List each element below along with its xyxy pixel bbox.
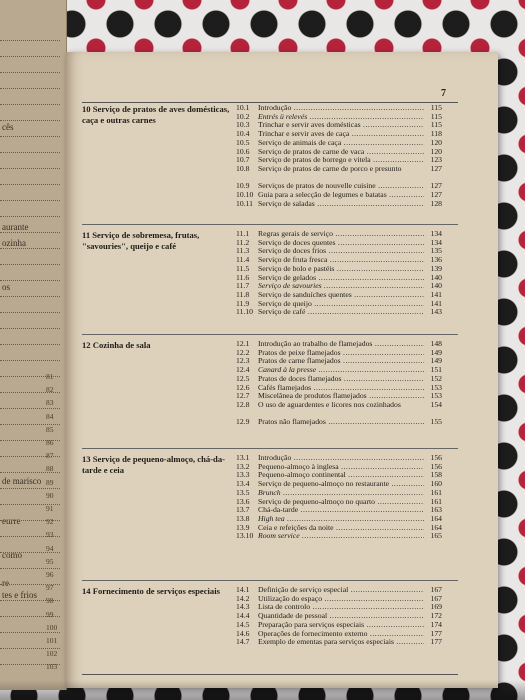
toc-entry <box>236 612 442 621</box>
toc-entry-title: Serviço de gelados ..... <box>258 274 424 282</box>
left-page-number: 86 <box>46 438 54 447</box>
toc-entry-title: High tea ..... <box>258 515 424 523</box>
toc-entry-page: 177 <box>430 628 442 638</box>
left-page-leader-dots <box>0 88 60 89</box>
left-page-leader-dots <box>0 248 60 249</box>
left-page-leader-dots <box>0 344 60 345</box>
toc-entry-number: 10.11 <box>236 198 254 208</box>
toc-entry <box>236 282 442 291</box>
toc-entry <box>236 366 442 375</box>
left-page-leader-dots <box>0 408 60 409</box>
left-page-number: 100 <box>46 622 58 632</box>
left-page-text-fragment: aurante <box>2 222 29 232</box>
left-page-number: 84 <box>46 411 54 421</box>
toc-entry-number: 12.5 <box>236 373 250 383</box>
toc-entry-title: Pratos de carne flamejados ..... <box>258 357 424 365</box>
toc-entry <box>236 489 442 498</box>
left-page-leader-dots <box>0 296 60 297</box>
left-page-text-fragment: os <box>2 282 11 292</box>
toc-entry-number: 14.2 <box>236 593 250 603</box>
toc-entry <box>236 603 442 612</box>
toc-entry-title: Canard à la presse ..... <box>258 366 424 374</box>
toc-entry <box>236 392 442 401</box>
toc-entry-page: 141 <box>430 289 442 299</box>
toc-entry <box>236 130 442 139</box>
toc-entry-number: 12.1 <box>236 339 250 348</box>
bottom-rule <box>82 674 458 675</box>
toc-entry <box>236 515 442 524</box>
toc-entry-number: 13.3 <box>236 470 250 480</box>
toc-entry-title: Pratos de doces flamejados ..... <box>258 375 424 383</box>
toc-entry-title: Pratos não flamejados ..... <box>258 418 424 426</box>
left-page-number: 96 <box>46 570 54 579</box>
toc-entry-number: 11.3 <box>236 246 250 256</box>
left-page-number: 90 <box>46 490 54 500</box>
toc-entry-number: 12.3 <box>236 356 250 366</box>
toc-entry-number: 12.7 <box>236 391 250 401</box>
toc-entry <box>236 148 442 157</box>
toc-entry-number: 11.6 <box>236 272 250 282</box>
toc-entry <box>236 621 442 630</box>
left-page-leader-dots <box>0 136 60 137</box>
toc-entry-page: 153 <box>430 382 442 392</box>
toc-entry-page: 127 <box>430 190 442 199</box>
toc-entry-title: Serviço de fruta fresca ..... <box>258 256 424 264</box>
toc-entry-title: Serviço de pratos de carne de porco e presunto <box>258 164 402 173</box>
contents-page <box>66 52 498 688</box>
toc-entry-title: Cafés flamejados ..... <box>258 384 424 392</box>
left-page-number: 97 <box>46 583 54 593</box>
left-page-leader-dots <box>0 168 60 169</box>
toc-entry-number: 12.4 <box>236 365 250 375</box>
toc-entry-page: 167 <box>430 585 442 594</box>
toc-entry-title: Introdução ao trabalho de flamejados ..... <box>258 340 424 348</box>
left-page-leader-dots <box>0 152 60 153</box>
chapter-divider <box>82 334 458 335</box>
toc-entry <box>236 384 442 393</box>
toc-entry-number: 14.6 <box>236 628 250 638</box>
toc-entry-page: 174 <box>430 619 442 629</box>
toc-entry-title: Chá-da-tarde ..... <box>258 506 424 514</box>
left-page-leader-dots <box>0 40 60 41</box>
chapter-title: 10 Serviço de pratos de aves domésticas, caça e outras carnes <box>82 104 230 125</box>
toc-entry-page: 151 <box>430 365 442 375</box>
left-page-leader-dots <box>0 264 60 265</box>
toc-entry-title: Guia para a selecção de legumes e batatas ..... <box>258 191 424 199</box>
toc-entry <box>236 200 442 209</box>
toc-entry-title: Introdução ..... <box>258 454 424 462</box>
left-page-leader-dots <box>0 200 60 201</box>
left-page-leader-dots <box>0 568 60 569</box>
toc-entry <box>236 357 442 366</box>
toc-entry-title: Serviço de pratos de carne de vaca ..... <box>258 148 424 156</box>
toc-entry <box>236 638 442 647</box>
toc-entry-number: 11.10 <box>236 307 254 317</box>
chapter-divider <box>82 224 458 225</box>
toc-entry-number: 14.4 <box>236 611 250 621</box>
toc-entry-number: 12.8 <box>236 399 250 409</box>
toc-entry-page: 115 <box>430 103 442 112</box>
toc-entry-title: Serviço de queijo ..... <box>258 300 424 308</box>
toc-entry-title: Pequeno-almoço continental ..... <box>258 471 424 479</box>
left-page-number: 82 <box>46 385 54 395</box>
toc-entry-title: Preparação para serviços especiais ..... <box>258 621 424 629</box>
toc-entry-number: 13.1 <box>236 453 250 462</box>
toc-entry-page: 161 <box>430 487 442 497</box>
toc-entry <box>236 300 442 309</box>
toc-entry-number: 10.7 <box>236 155 250 165</box>
toc-entry <box>236 113 442 122</box>
toc-entry-page: 128 <box>430 198 442 208</box>
toc-entry-page: 164 <box>430 522 442 532</box>
left-page-number: 83 <box>46 398 54 408</box>
toc-entry-number: 10.2 <box>236 111 250 121</box>
left-page-number: 92 <box>46 517 54 527</box>
toc-entry-number: 10.5 <box>236 137 250 147</box>
toc-entry-number: 13.9 <box>236 522 250 532</box>
toc-entry <box>236 630 442 639</box>
toc-entry <box>236 340 442 349</box>
toc-entry-page: 158 <box>430 470 442 480</box>
toc-entry-number: 14.1 <box>236 585 250 594</box>
left-page-number: 94 <box>46 543 54 553</box>
toc-entry-page: 160 <box>430 479 442 489</box>
toc-entry-number: 11.9 <box>236 298 250 308</box>
left-page-leader-dots <box>0 328 60 329</box>
toc-entry-page: 115 <box>430 120 442 130</box>
toc-entry <box>236 349 442 358</box>
toc-entry-title: O uso de aguardentes e licores nos cozinhados <box>258 400 401 409</box>
chapter-title: 13 Serviço de pequeno-almoço, chá-da-tarde e ceia <box>82 454 225 475</box>
toc-entry-title: Serviço de doces quentes ..... <box>258 239 424 247</box>
toc-entry-title: Definição de serviço especial ..... <box>258 586 424 594</box>
toc-entry <box>236 265 442 274</box>
toc-entry-page: 154 <box>430 399 442 409</box>
toc-entry-page: 164 <box>430 513 442 523</box>
left-page-text-fragment: cês <box>2 122 14 132</box>
toc-entry-title: Serviço de saladas ..... <box>258 200 424 208</box>
left-page-leader-dots <box>0 232 60 233</box>
toc-entry-page: 161 <box>430 496 442 506</box>
toc-entry-title: Serviço de animais de caça ..... <box>258 139 424 147</box>
chapter-title: 14 Fornecimento de serviços especiais <box>82 586 220 596</box>
left-page-leader-dots <box>0 360 60 361</box>
toc-entry-page: 156 <box>430 453 442 462</box>
toc-entry-page: 127 <box>430 181 442 191</box>
toc-entry-number: 11.7 <box>236 281 250 291</box>
left-page-text-fragment: eurre <box>2 516 21 526</box>
toc-entry-number: 10.3 <box>236 120 250 130</box>
toc-entry <box>236 139 442 148</box>
toc-entry-page: 115 <box>430 111 442 121</box>
toc-entry-title: Serviço de café ..... <box>258 308 424 316</box>
left-page-text-fragment: de marisco <box>2 476 42 486</box>
toc-entry-number: 14.7 <box>236 637 250 647</box>
toc-entry-number: 10.8 <box>236 163 250 173</box>
toc-entry-number: 13.10 <box>236 531 254 541</box>
toc-entry-page: 149 <box>430 347 442 357</box>
toc-entry-page: 127 <box>430 163 442 173</box>
toc-entry-title: Entrés ü relevés ..... <box>258 113 424 121</box>
toc-entry-page: 143 <box>430 307 442 317</box>
toc-entry-title: Utilização do espaço ..... <box>258 595 424 603</box>
toc-entry <box>236 247 442 256</box>
left-page-number: 103 <box>46 662 58 672</box>
toc-entry <box>236 182 442 191</box>
toc-entry-page: 141 <box>430 298 442 308</box>
toc-entry <box>236 274 442 283</box>
toc-entry-title: Serviço de pequeno-almoço no restaurante ..... <box>258 480 424 488</box>
toc-entry-page: 140 <box>430 281 442 291</box>
toc-entry-title: Pequeno-almoço à inglesa ..... <box>258 463 424 471</box>
toc-entry-page: 153 <box>430 391 442 401</box>
toc-entry-page: 134 <box>430 229 442 238</box>
toc-entry-number: 13.5 <box>236 487 250 497</box>
toc-entry-title: Brunch ..... <box>258 489 424 497</box>
toc-entry <box>236 308 442 317</box>
toc-entry <box>236 498 442 507</box>
toc-entry-title: Serviço de bolo e pastéis ..... <box>258 265 424 273</box>
left-page-leader-dots <box>0 120 60 121</box>
chapter-title: 11 Serviço de sobremesa, frutas, "savouries", queijo e café <box>82 230 200 251</box>
toc-entry-title: Serviço de savouries ..... <box>258 282 424 290</box>
left-facing-page <box>0 0 67 690</box>
toc-entry-page: 169 <box>430 602 442 612</box>
toc-entry-page: 140 <box>430 272 442 282</box>
toc-entry-number: 13.7 <box>236 505 250 515</box>
toc-entry-number: 10.6 <box>236 146 250 156</box>
left-page-text-fragment: ozinha <box>2 238 26 248</box>
left-page-leader-dots <box>0 632 60 633</box>
left-page-leader-dots <box>0 216 60 217</box>
toc-entry <box>236 375 442 384</box>
toc-entry-number: 11.2 <box>236 237 250 247</box>
toc-entry-title: Lista de controlo ..... <box>258 603 424 611</box>
toc-entry-number: 14.5 <box>236 619 250 629</box>
toc-entry-page: 172 <box>430 611 442 621</box>
toc-entry-number: 10.4 <box>236 129 250 139</box>
toc-entry-number: 14.3 <box>236 602 250 612</box>
toc-entry-page: 136 <box>430 255 442 265</box>
toc-entry-page: 152 <box>430 373 442 383</box>
left-page-leader-dots <box>0 184 60 185</box>
toc-entry-title: Exemplo de ementas para serviços especiais ..... <box>258 638 424 646</box>
toc-entry <box>236 454 442 463</box>
chapter-title: 12 Cozinha de sala <box>82 340 151 350</box>
left-page-leader-dots <box>0 312 60 313</box>
bottom-shadow <box>0 680 525 700</box>
left-page-number: 91 <box>46 504 54 513</box>
toc-entry-page: 118 <box>430 129 442 139</box>
toc-entry <box>236 291 442 300</box>
toc-entry <box>236 418 442 427</box>
left-page-number: 81 <box>46 372 54 381</box>
left-page-leader-dots <box>0 280 60 281</box>
toc-entry <box>236 506 442 515</box>
toc-entry-page: 167 <box>430 593 442 603</box>
toc-entry-title: Room service ..... <box>258 532 424 540</box>
toc-entry-number: 11.4 <box>236 255 250 265</box>
left-page-leader-dots <box>0 72 60 73</box>
toc-entry-title: Serviço de pequeno-almoço no quarto ..... <box>258 498 424 506</box>
toc-entry <box>236 191 442 200</box>
toc-entry-page: 134 <box>430 237 442 247</box>
toc-entry-title: Serviço de doces frios ..... <box>258 247 424 255</box>
toc-entry-number: 11.8 <box>236 289 250 299</box>
page-number: 7 <box>441 88 446 99</box>
toc-entry-title: Introdução ..... <box>258 104 424 112</box>
left-page-text-fragment: re <box>2 578 9 588</box>
toc-entry <box>236 239 442 248</box>
toc-entry-page: 177 <box>430 637 442 647</box>
toc-entry-number: 13.4 <box>236 479 250 489</box>
toc-entry <box>236 230 442 239</box>
toc-entry <box>236 524 442 533</box>
toc-entry-number: 10.9 <box>236 181 250 191</box>
toc-entry-title: Quantidade de pessoal ..... <box>258 612 424 620</box>
left-page-text-fragment: tes e frios <box>2 590 37 600</box>
toc-entry-title: Miscelânea de produtos flamejados ..... <box>258 392 424 400</box>
left-page-text-fragment: como <box>2 550 22 560</box>
toc-entry-page: 149 <box>430 356 442 366</box>
toc-entry-title: Regras gerais de serviço ..... <box>258 230 424 238</box>
chapter-divider <box>82 448 458 449</box>
toc-entry-title: Serviços de pratos de nouvelle cuisine ..... <box>258 182 424 190</box>
toc-entry-number: 12.6 <box>236 382 250 392</box>
left-page-number: 88 <box>46 464 54 474</box>
left-page-number: 95 <box>46 556 54 566</box>
toc-entry-title: Trinchar e servir aves de caça ..... <box>258 130 424 138</box>
left-page-number: 98 <box>46 596 54 606</box>
chapter-divider <box>82 580 458 581</box>
toc-entry <box>236 595 442 604</box>
toc-entry-title: Trinchar e servir aves domésticas ..... <box>258 121 424 129</box>
toc-entry <box>236 156 442 165</box>
toc-entry-number: 13.6 <box>236 496 250 506</box>
toc-entry-page: 155 <box>430 417 442 427</box>
left-page-leader-dots <box>0 104 60 105</box>
toc-entry-page: 120 <box>430 137 442 147</box>
toc-entry <box>236 121 442 130</box>
toc-entry-title: Ceia e refeições da noite ..... <box>258 524 424 532</box>
toc-entry <box>236 165 442 174</box>
toc-entry-page: 148 <box>430 339 442 348</box>
toc-entry-page: 135 <box>430 246 442 256</box>
toc-entry-page: 163 <box>430 505 442 515</box>
toc-entry-page: 156 <box>430 461 442 471</box>
toc-entry <box>236 256 442 265</box>
toc-entry-title: Serviço de sanduíches quentes ..... <box>258 291 424 299</box>
toc-entry <box>236 586 442 595</box>
toc-entry-number: 12.2 <box>236 347 250 357</box>
toc-entry-number: 11.1 <box>236 229 250 238</box>
toc-entry-title: Operações de fornecimento externo ..... <box>258 630 424 638</box>
toc-entry <box>236 532 442 541</box>
toc-entry <box>236 401 442 410</box>
toc-entry <box>236 463 442 472</box>
toc-entry-number: 10.10 <box>236 190 254 199</box>
toc-entry-number: 13.2 <box>236 461 250 471</box>
toc-entry-page: 120 <box>430 146 442 156</box>
left-page-number: 89 <box>46 477 54 487</box>
left-page-leader-dots <box>0 488 60 489</box>
left-page-leader-dots <box>0 56 60 57</box>
left-page-number: 99 <box>46 609 54 619</box>
toc-entry-page: 165 <box>430 531 442 541</box>
toc-entry-number: 10.1 <box>236 103 250 112</box>
toc-entry <box>236 471 442 480</box>
left-page-number: 102 <box>46 649 58 659</box>
left-page-number: 101 <box>46 636 58 645</box>
toc-entry-title: Serviço de pratos de borrego e vitela ..... <box>258 156 424 164</box>
toc-entry-number: 12.9 <box>236 417 250 427</box>
toc-entry-number: 11.5 <box>236 263 250 273</box>
left-page-number: 85 <box>46 424 54 434</box>
left-page-number: 87 <box>46 451 54 461</box>
top-rule <box>82 102 458 103</box>
toc-entry-number: 13.8 <box>236 513 250 523</box>
toc-entry-title: Pratos de peixe flamejados ..... <box>258 349 424 357</box>
toc-entry-page: 139 <box>430 263 442 273</box>
toc-entry <box>236 104 442 113</box>
left-page-number: 93 <box>46 530 54 540</box>
toc-entry-page: 123 <box>430 155 442 165</box>
toc-entry <box>236 480 442 489</box>
